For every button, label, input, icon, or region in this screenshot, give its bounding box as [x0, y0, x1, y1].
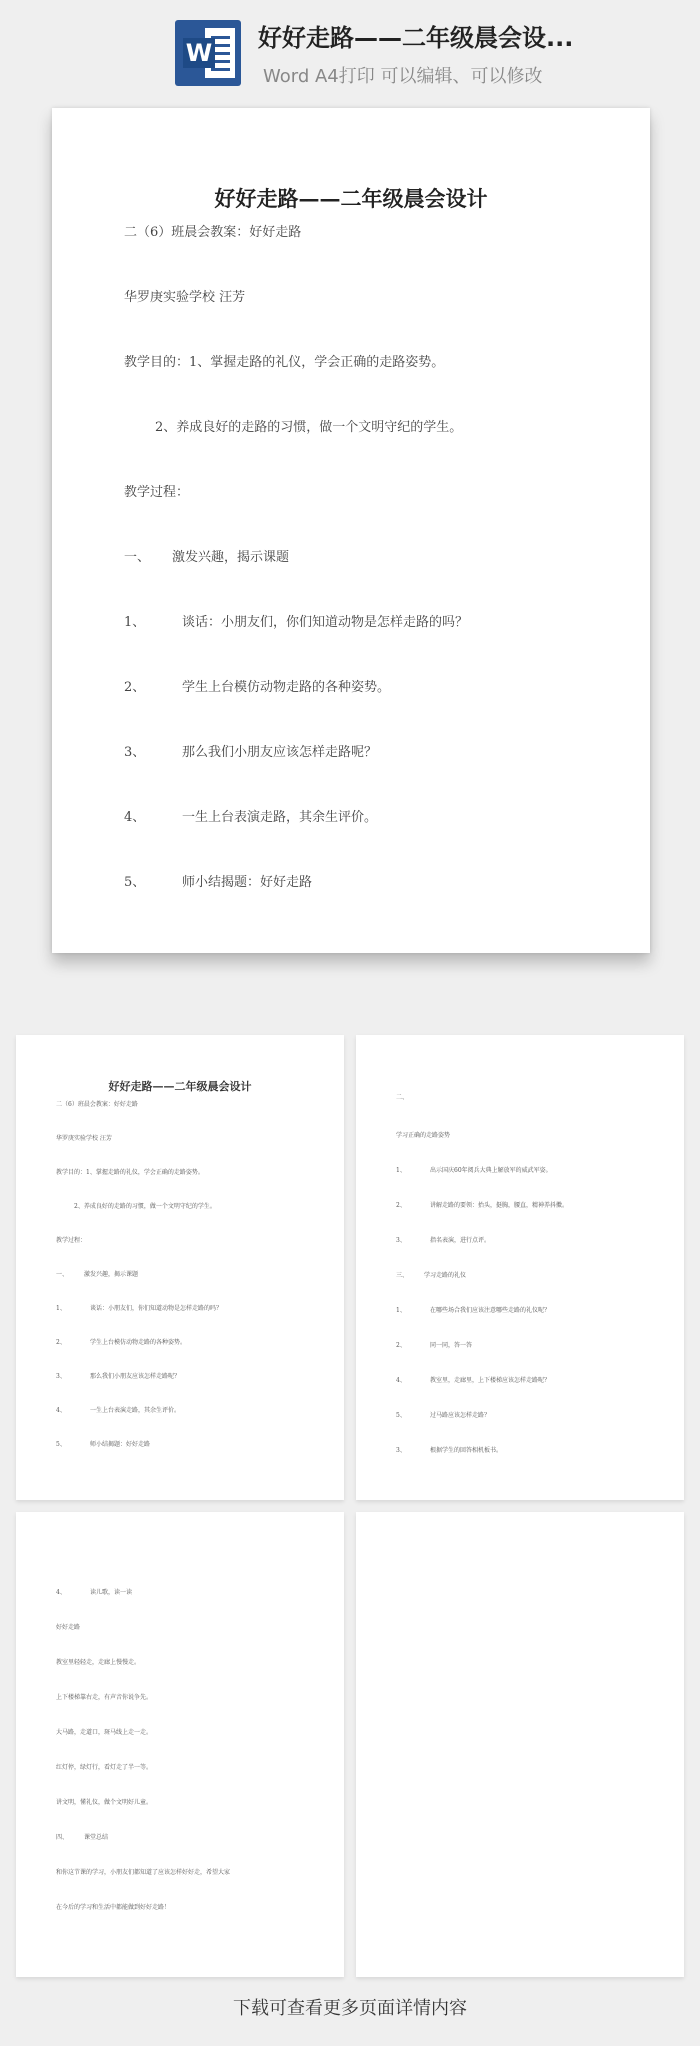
document-title: 好好走路——二年级晨会设计: [214, 186, 488, 211]
thumb-num: 1、: [56, 1305, 66, 1312]
item-text: 那么我们小朋友应该怎样走路呢？: [182, 745, 378, 760]
item-number: 2、: [124, 680, 146, 695]
goal-line-1: 教学目的：1、掌握走路的礼仪，学会正确的走路姿势。: [124, 355, 445, 370]
thumb-line: 教学过程：: [56, 1237, 87, 1244]
thumb-line: 2、养成良好的走路的习惯，做一个文明守纪的学生。: [74, 1203, 216, 1210]
word-icon-letter: W: [183, 38, 215, 68]
thumb-line: 过马路应该怎样走路？: [430, 1412, 491, 1419]
word-icon: [175, 20, 241, 86]
item-text: 学生上台模仿动物走路的各种姿势。: [182, 680, 391, 695]
thumb-num: 二、: [396, 1094, 409, 1101]
thumb-line: 读儿歌，读一读: [90, 1589, 133, 1596]
thumb-line: 谈话：小朋友们，你们知道动物是怎样走路的吗？: [90, 1305, 223, 1312]
thumb-num: 4、: [396, 1377, 406, 1384]
thumb-line: 上下楼梯靠右走，有声音你说争先。: [56, 1694, 153, 1701]
thumb-line: 师小结揭题：好好走路: [90, 1441, 151, 1448]
thumb-line: 同一同，答一答: [430, 1342, 473, 1349]
item-number: 5、: [124, 875, 146, 890]
item-text: 谈话：小朋友们，你们知道动物是怎样走路的吗？: [182, 615, 469, 630]
item-text: 师小结揭题：好好走路: [182, 875, 313, 890]
thumb-line: 那么我们小朋友应该怎样走路呢？: [90, 1373, 181, 1380]
thumb-line: 教学目的：1、掌握走路的礼仪，学会正确的走路姿势。: [56, 1169, 204, 1176]
thumb-num: 2、: [56, 1339, 66, 1346]
section-1-heading: 激发兴趣，揭示课题: [172, 550, 290, 565]
thumb-num: 3、: [396, 1237, 406, 1244]
thumb-line: 红灯停，绿灯行，看灯走了半一等。: [56, 1764, 153, 1771]
thumb-num: 四、: [56, 1834, 69, 1841]
thumb-num: 4、: [56, 1589, 66, 1596]
thumb-title: 好好走路——二年级晨会设计: [108, 1080, 252, 1093]
thumb-line: 一生上台表演走路，其余生评价。: [90, 1407, 181, 1414]
thumb-num: 5、: [396, 1412, 406, 1419]
page-title: 好好走路——二年级晨会设...: [258, 24, 574, 52]
item-number: 1、: [124, 615, 146, 630]
thumb-line: 学习走路的礼仪: [424, 1272, 467, 1279]
page-thumbnail-4[interactable]: [356, 1512, 684, 1977]
item-number: 4、: [124, 810, 146, 825]
thumb-line: 在哪些场合我们应该注意哪些走路的礼仪呢？: [430, 1307, 551, 1314]
process-heading: 教学过程：: [124, 485, 190, 500]
thumb-line: 大马路，走道口，斑马线上走一走。: [56, 1729, 153, 1736]
thumb-line: 讲文明，懂礼仪，做个文明好儿童。: [56, 1799, 153, 1806]
page-thumbnail-3[interactable]: [16, 1512, 344, 1977]
thumb-line: 学习正确的走路姿势: [396, 1132, 451, 1139]
thumb-num: 1、: [396, 1167, 406, 1174]
footer-more-pages[interactable]: 下载可查看更多页面详情内容: [233, 1998, 467, 2019]
goal-line-2: 2、养成良好的走路的习惯，做一个文明守纪的学生。: [155, 420, 463, 435]
class-line: 二（6）班晨会教案：好好走路: [124, 225, 302, 240]
thumb-line: 好好走路: [56, 1624, 81, 1631]
thumb-line: 教室里，走廊里，上下楼梯应该怎样走路呢？: [430, 1377, 551, 1384]
thumb-num: 三、: [396, 1272, 409, 1279]
thumb-num: 5、: [56, 1441, 66, 1448]
thumb-line: 课堂总结: [84, 1834, 109, 1841]
thumb-num: 2、: [396, 1202, 406, 1209]
thumb-num: 2、: [396, 1342, 406, 1349]
item-text: 一生上台表演走路，其余生评价。: [182, 810, 378, 825]
page-subtitle: Word A4打印 可以编辑、可以修改: [263, 66, 543, 87]
thumb-line: 和你这节课的学习，小朋友们都知道了应该怎样好好走，希望大家: [56, 1869, 231, 1876]
item-number: 3、: [124, 745, 146, 760]
thumb-num: 3、: [56, 1373, 66, 1380]
document-preview: [52, 108, 650, 953]
section-1-number: 一、: [124, 550, 151, 565]
thumb-line: 指名表演，进行点评。: [430, 1237, 491, 1244]
thumb-line: 学生上台模仿动物走路的各种姿势。: [90, 1339, 187, 1346]
thumb-line: 二（6）班晨会教案：好好走路: [56, 1101, 138, 1108]
author-line: 华罗庚实验学校 汪芳: [124, 290, 246, 305]
page-thumbnail-2[interactable]: [356, 1035, 684, 1500]
header: [0, 0, 700, 100]
thumb-num: 一、: [56, 1271, 69, 1278]
thumb-line: 在今后的学习和生活中都能做到好好走路！: [56, 1904, 171, 1911]
thumb-num: 3、: [396, 1447, 406, 1454]
thumb-line: 出示国庆60年阅兵大典上解放军的威武军姿。: [430, 1167, 552, 1174]
page-thumbnail-1[interactable]: [16, 1035, 344, 1500]
thumb-line: 根据学生的回答相机板书。: [430, 1447, 503, 1454]
thumb-line: 华罗庚实验学校 汪芳: [56, 1135, 112, 1142]
thumb-num: 1、: [396, 1307, 406, 1314]
thumb-line: 教室里轻轻走，走廊上慢慢走。: [56, 1659, 141, 1666]
thumb-line: 讲解走路的要领：抬头，挺胸，腰直，精神养抖擞。: [430, 1202, 569, 1209]
thumb-num: 4、: [56, 1407, 66, 1414]
thumb-line: 激发兴趣，揭示课题: [84, 1271, 139, 1278]
